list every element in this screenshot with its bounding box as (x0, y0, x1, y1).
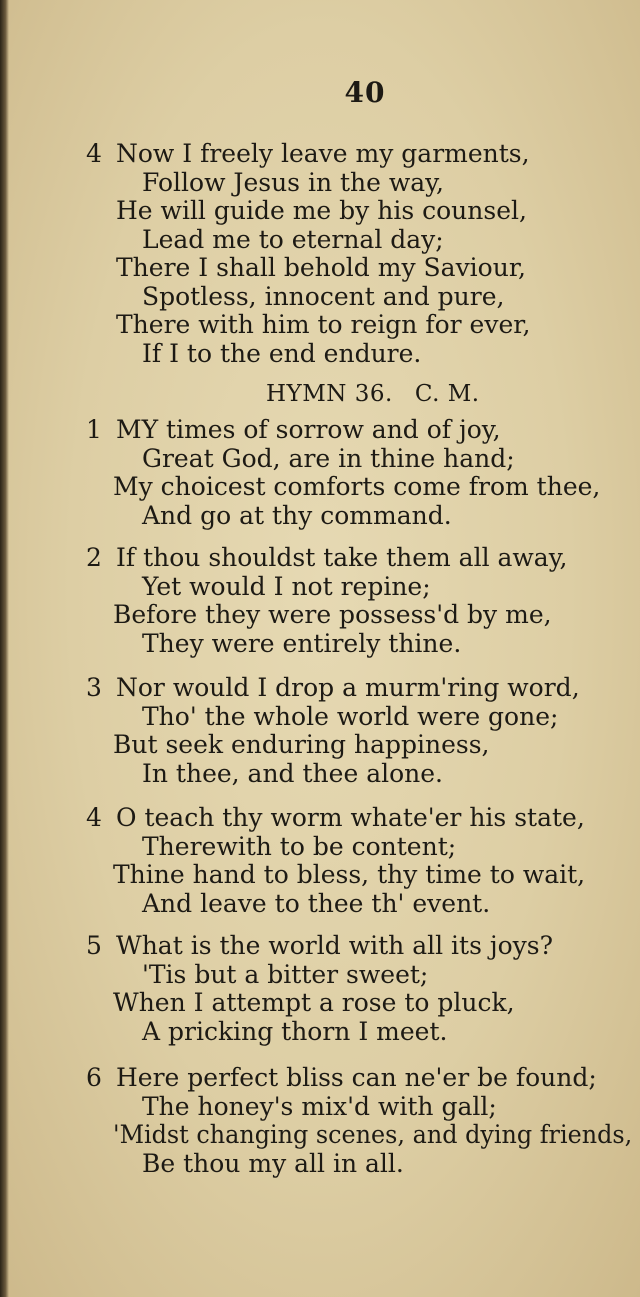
verse-line-text: Thine hand to bless, thy time to wait, (113, 860, 586, 889)
verse-line (0, 226, 640, 255)
verse-line (0, 197, 640, 226)
verse-line (0, 340, 640, 369)
verse-prev-4 (0, 140, 640, 368)
verse-line-text: In thee, and thee alone. (142, 758, 443, 788)
verse-number: 2 (86, 543, 102, 572)
verse-number: 4 (86, 803, 102, 832)
hymn-meter: C. M. (414, 381, 480, 407)
verse-line (0, 1093, 640, 1122)
verse-line (0, 445, 640, 474)
verse-line (0, 861, 640, 890)
verse-line (0, 1121, 640, 1150)
verse-line (0, 544, 640, 573)
verse-5 (0, 932, 640, 1046)
verse-line (0, 731, 640, 760)
verse-number: 3 (86, 673, 102, 702)
verse-2 (0, 544, 640, 658)
verse-line-text: There with him to reign for ever, (116, 310, 531, 339)
verse-line-text: He will guide me by his counsel, (116, 196, 527, 225)
verse-line-text: Tho' the whole world were gone; (142, 701, 559, 731)
verse-line-text: They were entirely thine. (142, 628, 462, 658)
verse-line-text: Therewith to be content; (142, 831, 457, 861)
verse-6 (0, 1064, 640, 1178)
verse-line-text: Great God, are in thine hand; (142, 443, 515, 473)
verse-line-text: Now I freely leave my garments, (116, 139, 530, 168)
verse-line (0, 833, 640, 862)
verse-line-text: Yet would I not repine; (142, 571, 431, 601)
hymn-heading (266, 380, 502, 408)
verse-line (0, 169, 640, 198)
verse-line-text: What is the world with all its joys? (116, 931, 554, 960)
verse-line (0, 254, 640, 283)
verse-line (0, 989, 640, 1018)
verse-line-text: Before they were possess'd by me, (113, 600, 552, 629)
verse-line (0, 961, 640, 990)
hymn-title: HYMN 36. (266, 381, 393, 407)
verse-number: 5 (86, 931, 102, 960)
verse-line (0, 1018, 640, 1047)
verse-line (0, 703, 640, 732)
verse-line (0, 1150, 640, 1179)
verse-line-text: O teach thy worm whate'er his state, (116, 803, 585, 832)
verse-line-text: 'Midst changing scenes, and dying friends, (113, 1120, 633, 1149)
verse-line-text: If thou shouldst take them all away, (116, 543, 568, 572)
verse-line (0, 573, 640, 602)
verse-line-text: There I shall behold my Saviour, (116, 253, 526, 282)
verse-line-text: But seek enduring happiness, (113, 730, 490, 759)
verse-line-text: If I to the end endure. (142, 338, 422, 368)
verse-line-text: A pricking thorn I meet. (142, 1016, 448, 1046)
verse-number: 1 (86, 415, 102, 444)
verse-line (0, 311, 640, 340)
verse-line-text: And leave to thee th' event. (142, 888, 491, 918)
verse-line (0, 804, 640, 833)
verse-line-text: The honey's mix'd with gall; (142, 1091, 497, 1121)
verse-line (0, 502, 640, 531)
verse-line (0, 932, 640, 961)
verse-3 (0, 674, 640, 788)
verse-line (0, 760, 640, 789)
verse-line (0, 674, 640, 703)
verse-line (0, 601, 640, 630)
verse-line (0, 283, 640, 312)
verse-line-text: When I attempt a rose to pluck, (113, 988, 515, 1017)
verse-line-text: Lead me to eternal day; (142, 224, 444, 254)
verse-line-text: Nor would I drop a murm'ring word, (116, 673, 580, 702)
verse-line-text: Follow Jesus in the way, (142, 167, 444, 197)
verse-line (0, 630, 640, 659)
verse-line (0, 1064, 640, 1093)
verse-line (0, 416, 640, 445)
verse-number: 4 (86, 139, 102, 168)
verse-line-text: Here perfect bliss can ne'er be found; (116, 1063, 597, 1092)
verse-line-text: Be thou my all in all. (142, 1148, 404, 1178)
verse-number: 6 (86, 1063, 102, 1092)
page-number: 40 (344, 76, 386, 109)
verse-line (0, 140, 640, 169)
verse-line (0, 890, 640, 919)
verse-line-text: Spotless, innocent and pure, (142, 281, 505, 311)
verse-line (0, 473, 640, 502)
verse-line-text: MY times of sorrow and of joy, (116, 415, 501, 444)
verse-line-text: 'Tis but a bitter sweet; (142, 959, 429, 989)
verse-1 (0, 416, 640, 530)
verse-line-text: My choicest comforts come from thee, (113, 472, 601, 501)
verse-4 (0, 804, 640, 918)
verse-line-text: And go at thy command. (142, 500, 452, 530)
